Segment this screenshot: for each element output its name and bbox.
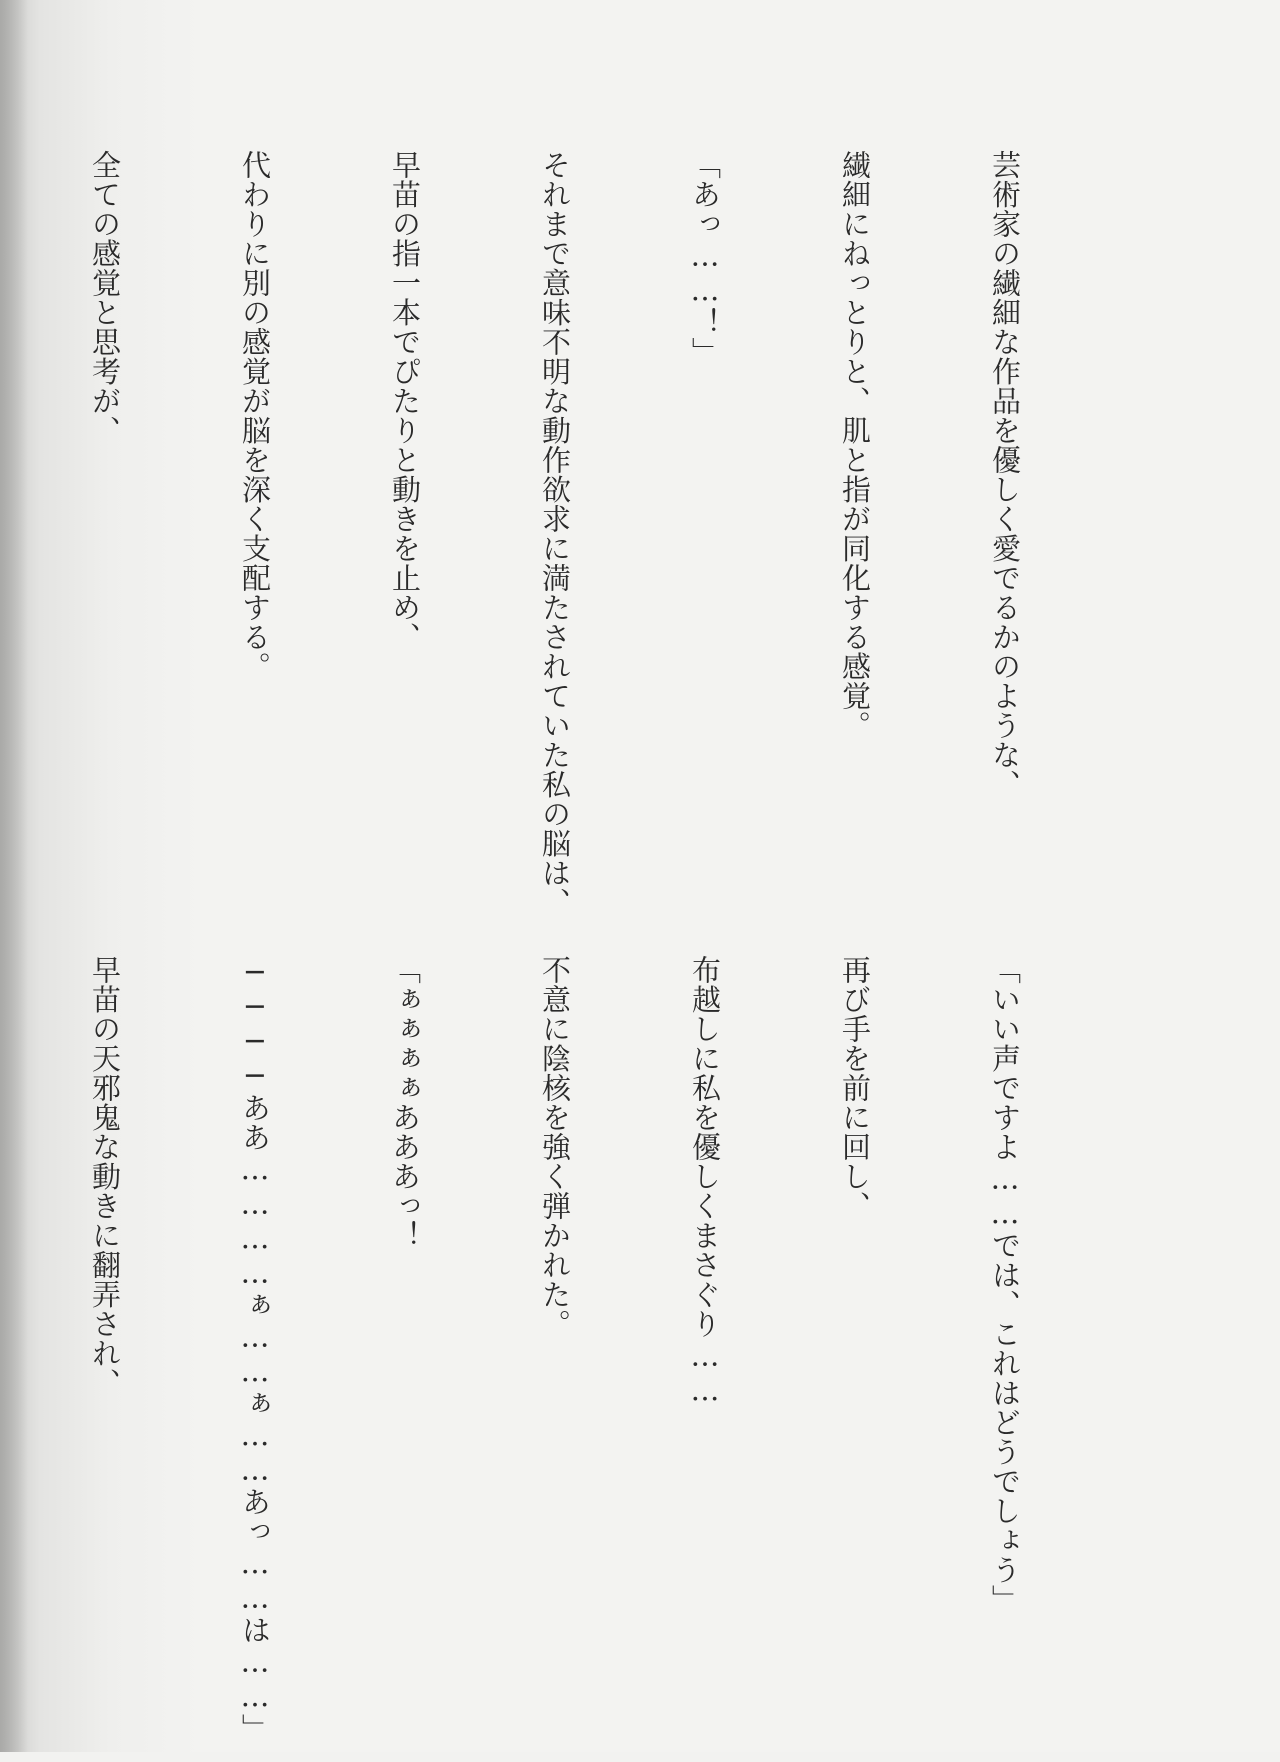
text-line: 「あっ……！」 [688, 150, 722, 367]
bottom-text-block [0, 955, 1130, 1743]
text-line: 代わりに別の感覚が脳を深く支配する。 [238, 150, 272, 681]
text-line: 「ぁぁぁぁあああっ！ [388, 955, 422, 1250]
text-line: 「いい声ですよ……では、これはどうでしょう」 [988, 955, 1022, 1614]
text-line: 不意に陰核を強く弾かれた。 [538, 955, 572, 1339]
text-line: 早苗の指一本でぴたりと動きを止め、 [388, 150, 422, 652]
text-line: 再び手を前に回し、 [838, 955, 872, 1221]
text-line: 全ての感覚と思考が、 [88, 150, 122, 445]
text-line: それまで意味不明な動作欲求に満たされていた私の脳は、 [538, 150, 572, 917]
text-line: 早苗の天邪鬼な動きに翻弄され、 [88, 955, 122, 1398]
text-line: 繊細にねっとりと、肌と指が同化する感覚。 [838, 150, 872, 740]
text-line: 布越しに私を優しくまさぐり…… [688, 955, 722, 1408]
text-line: ────ああ…………ぁ……ぁ……あっ……は……」 [238, 955, 272, 1743]
top-text-block [0, 150, 1130, 917]
text-line: 芸術家の繊細な作品を優しく愛でるかのような、 [988, 150, 1022, 799]
